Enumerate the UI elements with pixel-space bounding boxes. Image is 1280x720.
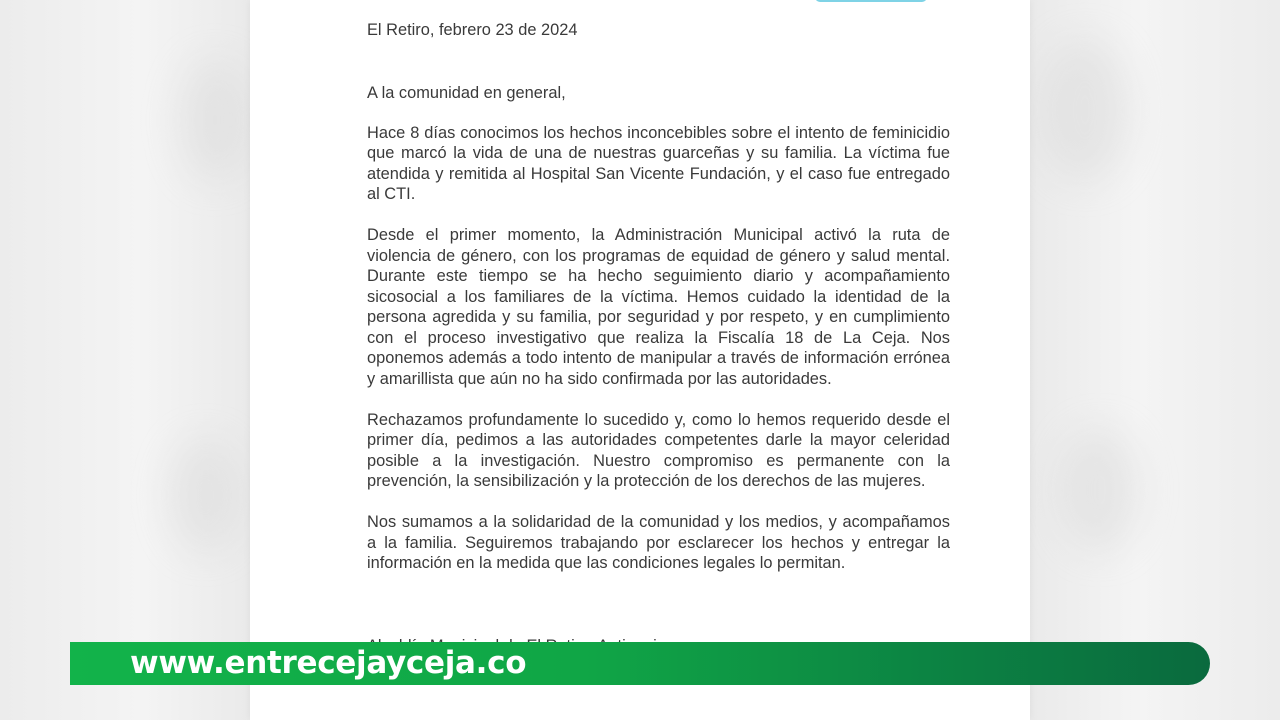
letter-paragraph: Rechazamos profundamente lo sucedido y, como lo hemos requerido desde el primer día, pedimos a las autoridades competentes darle la mayor celeridad posible a la investigación. Nuestro compromiso es permanente con la prevención, la sensibilización y la protección de los derechos de las mujeres. [367, 410, 950, 490]
background-blur-shape [1060, 430, 1140, 550]
website-url-link[interactable]: www.entrecejayceja.co [130, 645, 527, 681]
background-blur-shape [180, 60, 250, 180]
letter-paragraph: Nos sumamos a la solidaridad de la comunidad y los medios, y acompañamos a la familia. Seguiremos trabajando por esclarecer los hechos y entregar la información en la medida que las condiciones legales lo permitan. [367, 513, 950, 572]
background-blur-shape [1040, 40, 1130, 180]
letter-greeting: A la comunidad en general, [367, 84, 566, 102]
background-blur-shape [170, 440, 240, 550]
letter-date: El Retiro, febrero 23 de 2024 [367, 21, 578, 39]
letter-paragraph: Hace 8 días conocimos los hechos inconcebibles sobre el intento de feminicidio que marcó la vida de una de nuestras guarceñas y su familia. La víctima fue atendida y remitida al Hospital San Vicente Fundación, y el caso fue entregado al CTI. [367, 123, 950, 203]
letter-body [367, 20, 950, 574]
letter-paragraph: Desde el primer momento, la Administración Municipal activó la ruta de violencia de género, con los programas de equidad de género y salud mental. Durante este tiempo se ha hecho seguimiento diario y acompañamiento sicosocial a los familiares de la víctima. Hemos cuidado la identidad de la persona agredida y su familia, por seguridad y por respeto, y en cumplimiento con el proceso investigativo que realiza la Fiscalía 18 de La Ceja. Nos oponemos además a todo intento de manipular a través de información errónea y amarillista que aún no ha sido confirmada por las autoridades. [367, 226, 950, 388]
letterhead-accent [815, 0, 927, 2]
